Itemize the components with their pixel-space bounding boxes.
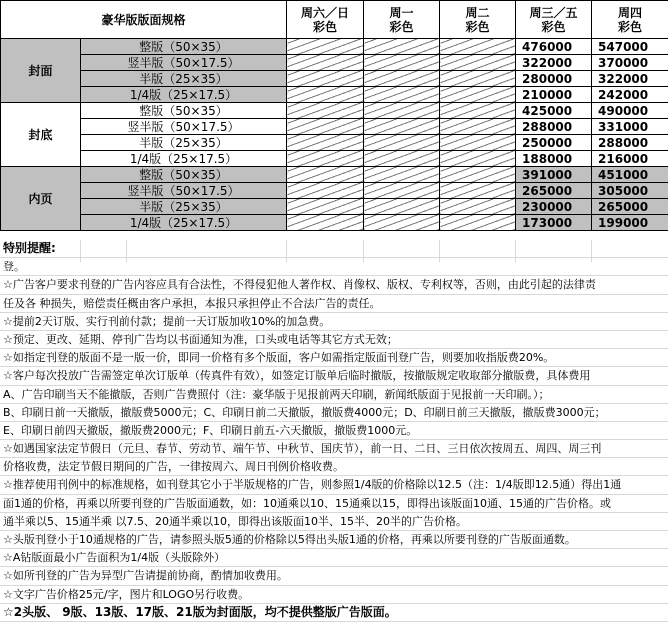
table-row xyxy=(1,71,668,87)
hatched-cell xyxy=(364,135,440,151)
hatched-cell xyxy=(440,215,516,231)
table-row xyxy=(1,199,668,215)
size-cell: 整版（50×35） xyxy=(81,39,287,55)
hatched-cell xyxy=(287,199,364,215)
hatched-cell xyxy=(440,119,516,135)
note-line: B、印刷日前一天撤版，撤版费5000元；C、印刷日前二天撤版，撤版费4000元；D、印刷日前三天撤版，撤版费3000元； xyxy=(0,404,668,422)
price-wed-fri: 280000 xyxy=(516,71,592,87)
note-line: 面1通的价格，再乘以所要刊登的广告版面通数，如：10通乘以10、15通乘以15，即得出该版面10通、15通的广告价格。或 xyxy=(0,495,668,513)
note-line: 登。 xyxy=(0,258,668,276)
note-line: ☆A钻版面最小广告面积为1/4版（头版除外） xyxy=(0,549,668,567)
price-thu: 331000 xyxy=(592,119,668,135)
size-cell: 整版（50×35） xyxy=(81,103,287,119)
hatched-cell xyxy=(364,183,440,199)
price-thu: 199000 xyxy=(592,215,668,231)
price-wed-fri: 173000 xyxy=(516,215,592,231)
price-thu: 451000 xyxy=(592,167,668,183)
hatched-cell xyxy=(287,119,364,135)
header-day-thu: 周四 彩色 xyxy=(592,1,668,39)
table-row xyxy=(1,119,668,135)
note-line: ☆客户每次投放广告需签定单次订版单（传真件有效），如签定订版单后临时撤版，按撤版规定收取部分撤版费，具体费用 xyxy=(0,367,668,385)
hatched-cell xyxy=(364,167,440,183)
hatched-cell xyxy=(364,55,440,71)
hatched-cell xyxy=(440,183,516,199)
hatched-cell xyxy=(287,103,364,119)
size-cell: 半版（25×35） xyxy=(81,71,287,87)
hatched-cell xyxy=(364,199,440,215)
note-line: ☆推荐使用刊例中的标准规格，如刊登其它小于半版规格的广告，则参照1/4版的价格除以12.5（注：1/4版即12.5通）得出1通 xyxy=(0,476,668,494)
hatched-cell xyxy=(440,167,516,183)
price-wed-fri: 265000 xyxy=(516,183,592,199)
header-day-tue: 周二 彩色 xyxy=(440,1,516,39)
header-row xyxy=(1,1,668,39)
size-cell: 整版（50×35） xyxy=(81,167,287,183)
header-day-sat-sun: 周六／日 彩色 xyxy=(287,1,364,39)
header-title: 豪华版版面规格 xyxy=(1,1,287,39)
hatched-cell xyxy=(440,39,516,55)
group-inner-page: 内页 xyxy=(1,167,81,231)
hatched-cell xyxy=(440,135,516,151)
note-line: E、印刷日前四天撤版，撤版费2000元；F、印刷日前五-六天撤版，撤版费1000元。 xyxy=(0,422,668,440)
note-line: 通半乘以5、15通半乘 以7.5、20通半乘以10，即得出该版面10半、15半、20半的广告价格。 xyxy=(0,513,668,531)
header-day-mon: 周一 彩色 xyxy=(364,1,440,39)
note-line: ☆预定、更改、延期、停刊广告均以书面通知为准，口头或电话等其它方式无效； xyxy=(0,331,668,349)
hatched-cell xyxy=(364,103,440,119)
table-row xyxy=(1,167,668,183)
price-wed-fri: 188000 xyxy=(516,151,592,167)
hatched-cell xyxy=(287,55,364,71)
note-line: ☆提前2天订版、实行刊前付款；提前一天订版加收10%的加急费。 xyxy=(0,313,668,331)
hatched-cell xyxy=(364,215,440,231)
notes-heading: 特别提醒: xyxy=(0,240,668,258)
hatched-cell xyxy=(364,87,440,103)
hatched-cell xyxy=(287,167,364,183)
hatched-cell xyxy=(440,151,516,167)
table-row xyxy=(1,151,668,167)
note-line: ☆广告客户要求刊登的广告内容应具有合法性，不得侵犯他人著作权、肖像权、版权、专利权等，否则，由此引起的法律责 xyxy=(0,276,668,294)
price-table xyxy=(0,0,668,231)
hatched-cell xyxy=(440,87,516,103)
note-line: A、广告印刷当天不能撤版，否则广告费照付（注：豪华版于见报前两天印刷，新闻纸版面于见报前一天印刷。）； xyxy=(0,386,668,404)
hatched-cell xyxy=(364,39,440,55)
price-thu: 305000 xyxy=(592,183,668,199)
hatched-cell xyxy=(287,183,364,199)
price-wed-fri: 210000 xyxy=(516,87,592,103)
price-wed-fri: 230000 xyxy=(516,199,592,215)
table-row xyxy=(1,215,668,231)
table-row xyxy=(1,87,668,103)
group-back-cover: 封底 xyxy=(1,103,81,167)
hatched-cell xyxy=(364,151,440,167)
price-wed-fri: 250000 xyxy=(516,135,592,151)
table-row xyxy=(1,39,668,55)
table-row xyxy=(1,135,668,151)
hatched-cell xyxy=(287,87,364,103)
price-thu: 288000 xyxy=(592,135,668,151)
note-line: ☆如遇国家法定节假日（元旦、春节、劳动节、端午节、中秋节、国庆节），前一日、二日、三日依次按周五、周四、周三刊 xyxy=(0,440,668,458)
note-line: ☆文字广告价格25元/字，图片和LOGO另行收费。 xyxy=(0,586,668,604)
price-wed-fri: 288000 xyxy=(516,119,592,135)
price-wed-fri: 476000 xyxy=(516,39,592,55)
hatched-cell xyxy=(287,151,364,167)
hatched-cell xyxy=(440,55,516,71)
size-cell: 1/4版（25×17.5） xyxy=(81,87,287,103)
price-thu: 216000 xyxy=(592,151,668,167)
hatched-cell xyxy=(364,71,440,87)
size-cell: 1/4版（25×17.5） xyxy=(81,151,287,167)
price-thu: 322000 xyxy=(592,71,668,87)
hatched-cell xyxy=(364,119,440,135)
size-cell: 半版（25×35） xyxy=(81,199,287,215)
size-cell: 竖半版（50×17.5） xyxy=(81,55,287,71)
size-cell: 1/4版（25×17.5） xyxy=(81,215,287,231)
note-line: 价格收费，法定节假日期间的广告，一律按周六、周日刊例价格收费。 xyxy=(0,458,668,476)
price-wed-fri: 391000 xyxy=(516,167,592,183)
price-thu: 265000 xyxy=(592,199,668,215)
table-row xyxy=(1,183,668,199)
price-wed-fri: 322000 xyxy=(516,55,592,71)
hatched-cell xyxy=(440,71,516,87)
price-thu: 547000 xyxy=(592,39,668,55)
hatched-cell xyxy=(287,71,364,87)
hatched-cell xyxy=(440,103,516,119)
size-cell: 半版（25×35） xyxy=(81,135,287,151)
hatched-cell xyxy=(440,199,516,215)
hatched-cell xyxy=(287,215,364,231)
note-line: ☆2头版、 9版、13版、17版、21版为封面版，均不提供整版广告版面。 xyxy=(0,604,668,622)
table-row xyxy=(1,55,668,71)
note-line: ☆如指定刊登的版面不是一版一价，即同一价格有多个版面，客户如需指定版面刊登广告，则要加收指版费20%。 xyxy=(0,349,668,367)
note-line: 任及各 种损失，赔偿责任概由客户承担，本报只承担停止不合法广告的责任。 xyxy=(0,295,668,313)
hatched-cell xyxy=(287,39,364,55)
hatched-cell xyxy=(287,135,364,151)
price-thu: 242000 xyxy=(592,87,668,103)
note-line: ☆如所刊登的广告为异型广告请提前协商，酌情加收费用。 xyxy=(0,567,668,585)
header-day-wed-fri: 周三／五 彩色 xyxy=(516,1,592,39)
table-row xyxy=(1,103,668,119)
price-wed-fri: 425000 xyxy=(516,103,592,119)
price-thu: 490000 xyxy=(592,103,668,119)
size-cell: 竖半版（50×17.5） xyxy=(81,119,287,135)
notes-section xyxy=(0,240,668,622)
group-cover: 封面 xyxy=(1,39,81,103)
size-cell: 竖半版（50×17.5） xyxy=(81,183,287,199)
price-thu: 370000 xyxy=(592,55,668,71)
note-line: ☆头版刊登小于10通规格的广告，请参照头版5通的价格除以5得出头版1通的价格，再乘以所要刊登的广告版面通数。 xyxy=(0,531,668,549)
